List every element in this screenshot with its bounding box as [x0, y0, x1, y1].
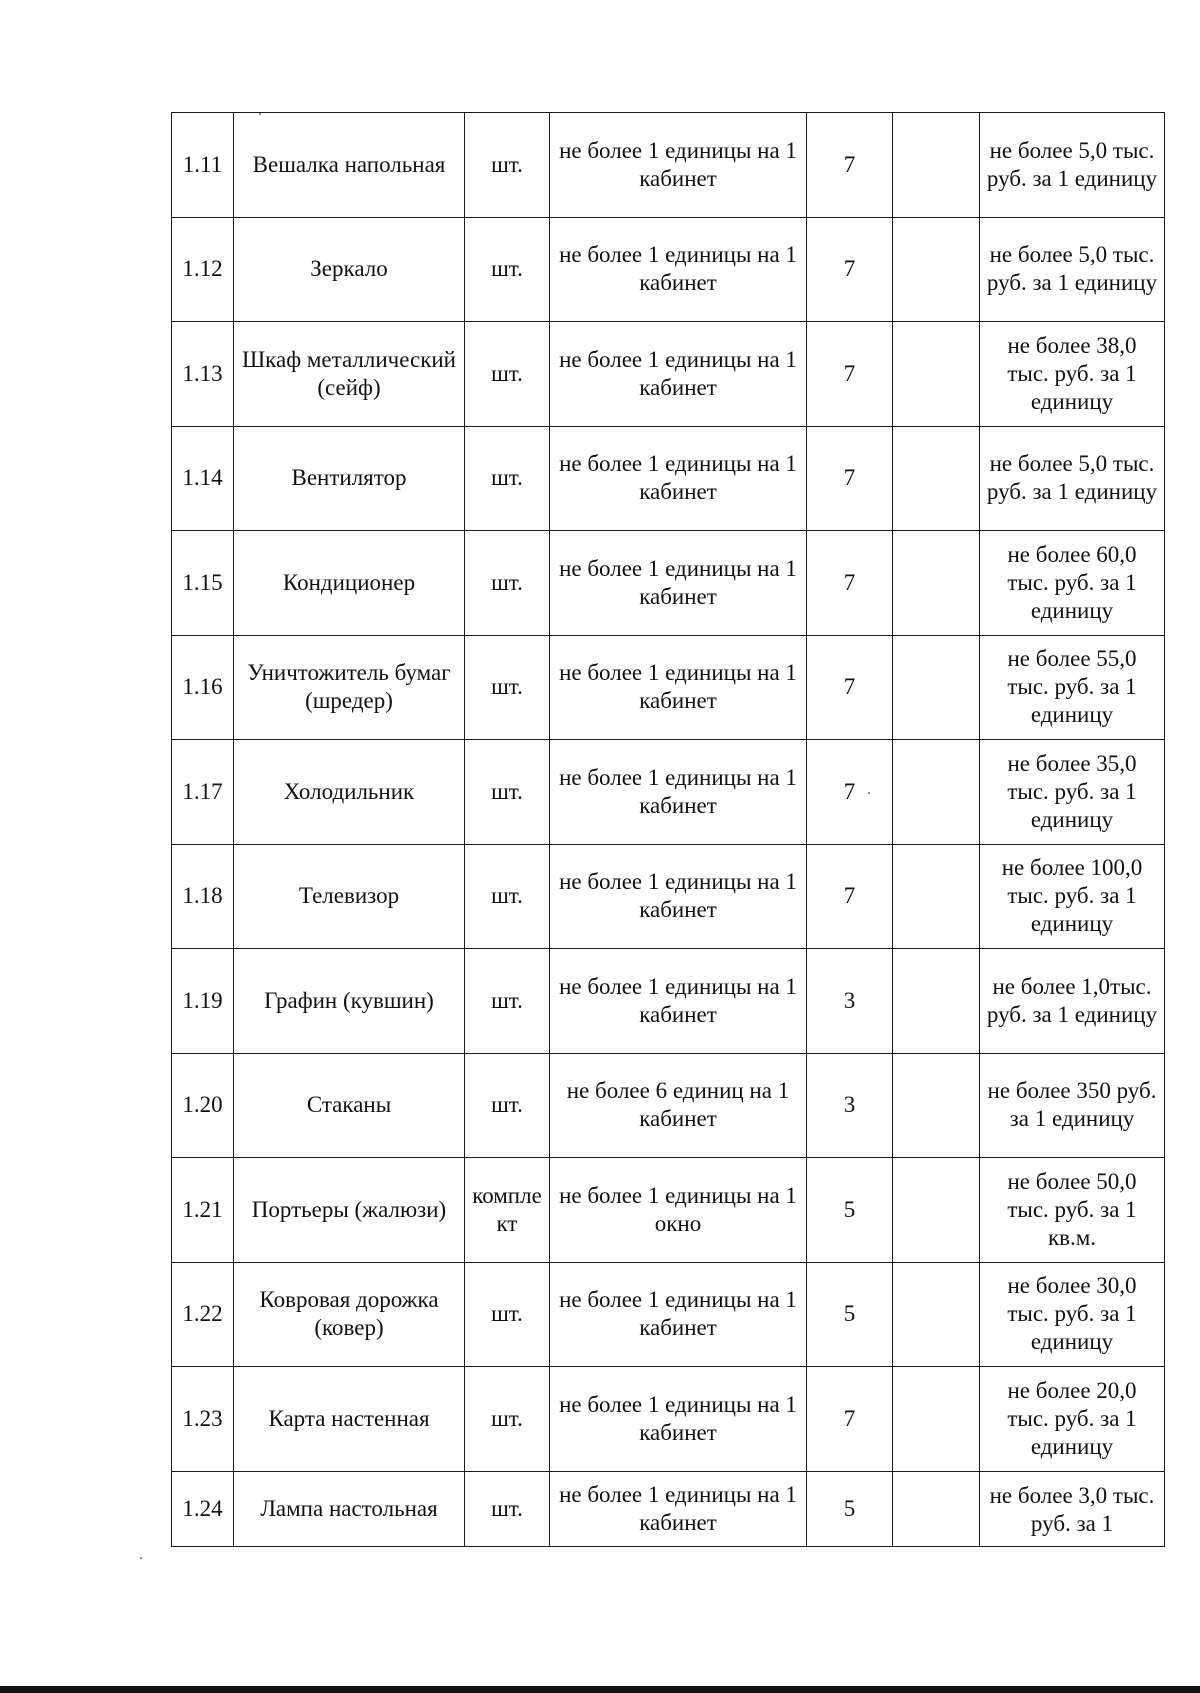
price-limit-cell: не более 30,0 тыс. руб. за 1 единицу — [980, 1262, 1165, 1367]
service-life-cell: 5 — [807, 1471, 893, 1546]
table-row — [172, 844, 1165, 949]
price-limit-cell: не более 60,0 тыс. руб. за 1 единицу — [980, 531, 1165, 636]
unit-cell: шт. — [465, 113, 550, 218]
item-name-cell: Уничтожитель бумаг (шредер) — [234, 635, 465, 740]
empty-cell — [893, 217, 980, 322]
scan-speck — [259, 113, 261, 115]
service-life-cell: 5 — [807, 1262, 893, 1367]
service-life-cell: 5 — [807, 1158, 893, 1263]
price-limit-cell: не более 5,0 тыс. руб. за 1 единицу — [980, 426, 1165, 531]
table-row — [172, 113, 1165, 218]
empty-cell — [893, 426, 980, 531]
item-name-cell: Шкаф металлический (сейф) — [234, 322, 465, 427]
table-row — [172, 322, 1165, 427]
service-life-cell: 7 — [807, 1367, 893, 1472]
quantity-norm-cell: не более 1 единицы на 1 кабинет — [550, 113, 807, 218]
quantity-norm-cell: не более 1 единицы на 1 кабинет — [550, 949, 807, 1054]
unit-cell: комплект — [465, 1158, 550, 1263]
empty-cell — [893, 1053, 980, 1158]
item-name-cell: Графин (кувшин) — [234, 949, 465, 1054]
price-limit-cell: не более 1,0тыс. руб. за 1 единицу — [980, 949, 1165, 1054]
empty-cell — [893, 740, 980, 845]
service-life-cell: 7 — [807, 322, 893, 427]
table-row — [172, 1471, 1165, 1546]
empty-cell — [893, 635, 980, 740]
table-row — [172, 635, 1165, 740]
unit-cell: шт. — [465, 426, 550, 531]
quantity-norm-cell: не более 1 единицы на 1 кабинет — [550, 322, 807, 427]
row-number-cell: 1.22 — [172, 1262, 234, 1367]
quantity-norm-cell: не более 1 единицы на 1 кабинет — [550, 531, 807, 636]
table-row — [172, 531, 1165, 636]
quantity-norm-cell: не более 1 единицы на 1 кабинет — [550, 1367, 807, 1472]
row-number-cell: 1.23 — [172, 1367, 234, 1472]
row-number-cell: 1.15 — [172, 531, 234, 636]
table-row — [172, 949, 1165, 1054]
table-row — [172, 217, 1165, 322]
quantity-norm-cell: не более 1 единицы на 1 кабинет — [550, 217, 807, 322]
row-number-cell: 1.16 — [172, 635, 234, 740]
item-name-cell: Телевизор — [234, 844, 465, 949]
unit-cell: шт. — [465, 1367, 550, 1472]
price-limit-cell: не более 55,0 тыс. руб. за 1 единицу — [980, 635, 1165, 740]
service-life-cell: 7 — [807, 635, 893, 740]
service-life-cell: 7 — [807, 113, 893, 218]
row-number-cell: 1.24 — [172, 1471, 234, 1546]
price-limit-cell: не более 3,0 тыс. руб. за 1 — [980, 1471, 1165, 1546]
empty-cell — [893, 1158, 980, 1263]
table-row — [172, 740, 1165, 845]
norms-table — [171, 112, 1165, 1547]
service-life-cell: 7 — [807, 740, 893, 845]
item-name-cell: Стаканы — [234, 1053, 465, 1158]
unit-cell: шт. — [465, 949, 550, 1054]
quantity-norm-cell: не более 1 единицы на 1 кабинет — [550, 1262, 807, 1367]
price-limit-cell: не более 5,0 тыс. руб. за 1 единицу — [980, 113, 1165, 218]
empty-cell — [893, 1471, 980, 1546]
row-number-cell: 1.14 — [172, 426, 234, 531]
table-row — [172, 426, 1165, 531]
unit-cell: шт. — [465, 1262, 550, 1367]
item-name-cell: Ковровая дорожка (ковер) — [234, 1262, 465, 1367]
empty-cell — [893, 949, 980, 1054]
table-body — [172, 113, 1165, 1547]
row-number-cell: 1.13 — [172, 322, 234, 427]
item-name-cell: Кондиционер — [234, 531, 465, 636]
item-name-cell: Вентилятор — [234, 426, 465, 531]
empty-cell — [893, 531, 980, 636]
scan-speck — [140, 1557, 142, 1559]
table-row — [172, 1053, 1165, 1158]
unit-cell: шт. — [465, 1053, 550, 1158]
empty-cell — [893, 844, 980, 949]
empty-cell — [893, 113, 980, 218]
row-number-cell: 1.12 — [172, 217, 234, 322]
service-life-cell: 3 — [807, 1053, 893, 1158]
row-number-cell: 1.19 — [172, 949, 234, 1054]
item-name-cell: Лампа настольная — [234, 1471, 465, 1546]
quantity-norm-cell: не более 1 единицы на 1 кабинет — [550, 426, 807, 531]
table-row — [172, 1262, 1165, 1367]
unit-cell: шт. — [465, 217, 550, 322]
unit-cell: шт. — [465, 322, 550, 427]
table-row — [172, 1158, 1165, 1263]
row-number-cell: 1.17 — [172, 740, 234, 845]
unit-cell: шт. — [465, 531, 550, 636]
unit-cell: шт. — [465, 844, 550, 949]
item-name-cell: Зеркало — [234, 217, 465, 322]
quantity-norm-cell: не более 1 единицы на 1 окно — [550, 1158, 807, 1263]
page-bottom-border — [0, 1686, 1200, 1693]
price-limit-cell: не более 5,0 тыс. руб. за 1 единицу — [980, 217, 1165, 322]
price-limit-cell: не более 35,0 тыс. руб. за 1 единицу — [980, 740, 1165, 845]
scan-speck — [868, 792, 870, 794]
unit-cell: шт. — [465, 635, 550, 740]
quantity-norm-cell: не более 6 единиц на 1 кабинет — [550, 1053, 807, 1158]
service-life-cell: 7 — [807, 426, 893, 531]
item-name-cell: Карта настенная — [234, 1367, 465, 1472]
empty-cell — [893, 1367, 980, 1472]
unit-cell: шт. — [465, 740, 550, 845]
item-name-cell: Вешалка напольная — [234, 113, 465, 218]
service-life-cell: 7 — [807, 217, 893, 322]
empty-cell — [893, 1262, 980, 1367]
row-number-cell: 1.18 — [172, 844, 234, 949]
unit-cell: шт. — [465, 1471, 550, 1546]
row-number-cell: 1.21 — [172, 1158, 234, 1263]
price-limit-cell: не более 350 руб. за 1 единицу — [980, 1053, 1165, 1158]
price-limit-cell: не более 38,0 тыс. руб. за 1 единицу — [980, 322, 1165, 427]
quantity-norm-cell: не более 1 единицы на 1 кабинет — [550, 740, 807, 845]
row-number-cell: 1.11 — [172, 113, 234, 218]
item-name-cell: Портьеры (жалюзи) — [234, 1158, 465, 1263]
row-number-cell: 1.20 — [172, 1053, 234, 1158]
price-limit-cell: не более 50,0 тыс. руб. за 1 кв.м. — [980, 1158, 1165, 1263]
quantity-norm-cell: не более 1 единицы на 1 кабинет — [550, 844, 807, 949]
price-limit-cell: не более 100,0 тыс. руб. за 1 единицу — [980, 844, 1165, 949]
service-life-cell: 7 — [807, 844, 893, 949]
empty-cell — [893, 322, 980, 427]
service-life-cell: 3 — [807, 949, 893, 1054]
price-limit-cell: не более 20,0 тыс. руб. за 1 единицу — [980, 1367, 1165, 1472]
quantity-norm-cell: не более 1 единицы на 1 кабинет — [550, 635, 807, 740]
table-row — [172, 1367, 1165, 1472]
item-name-cell: Холодильник — [234, 740, 465, 845]
quantity-norm-cell: не более 1 единицы на 1 кабинет — [550, 1471, 807, 1546]
service-life-cell: 7 — [807, 531, 893, 636]
